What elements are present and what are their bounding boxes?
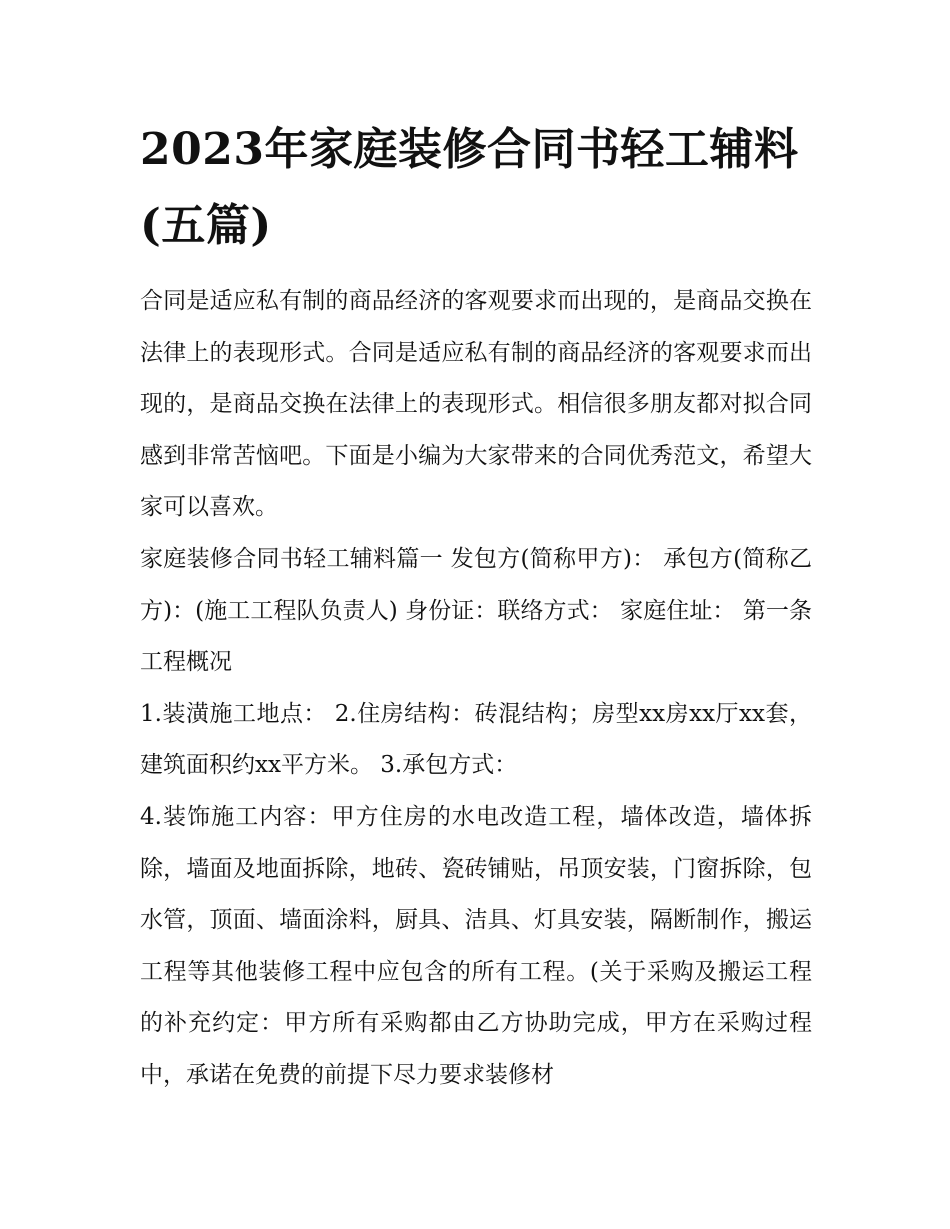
paragraph-project-location: 1.装潢施工地点： 2.住房结构：砖混结构；房型xx房xx厅xx套，建筑面积约xx平方米。 3.承包方式： [140,700,812,779]
document-title: 2023年家庭装修合同书轻工辅料(五篇) [140,124,799,251]
document-page [140,112,812,1102]
paragraph-contract-header: 家庭装修合同书轻工辅料篇一 发包方(简称甲方)： 承包方(简称乙方)：(施工工程队负责人) 身份证：联络方式： 家庭住址： 第一条工程概况 [140,545,812,676]
paragraph-construction-content: 4.装饰施工内容：甲方住房的水电改造工程，墙体改造，墙体拆除，墙面及地面拆除，地砖、瓷砖铺贴，吊顶安装，门窗拆除，包水管，顶面、墙面涂料，厨具、洁具、灯具安装，隔断制作，搬运工程等其他装修工程中应包含的所有工程。(关于采购及搬运工程的补充约定：甲方所有采购都由乙方协助完成，甲方在采购过程中，承诺在免费的前提下尽力要求装修材 [140,803,812,1088]
paragraph-intro: 合同是适应私有制的商品经济的客观要求而出现的，是商品交换在法律上的表现形式。合同是适应私有制的商品经济的客观要求而出现的，是商品交换在法律上的表现形式。相信很多朋友都对拟合同感到非常苦恼吧。下面是小编为大家带来的合同优秀范文，希望大家可以喜欢。 [140,288,812,521]
